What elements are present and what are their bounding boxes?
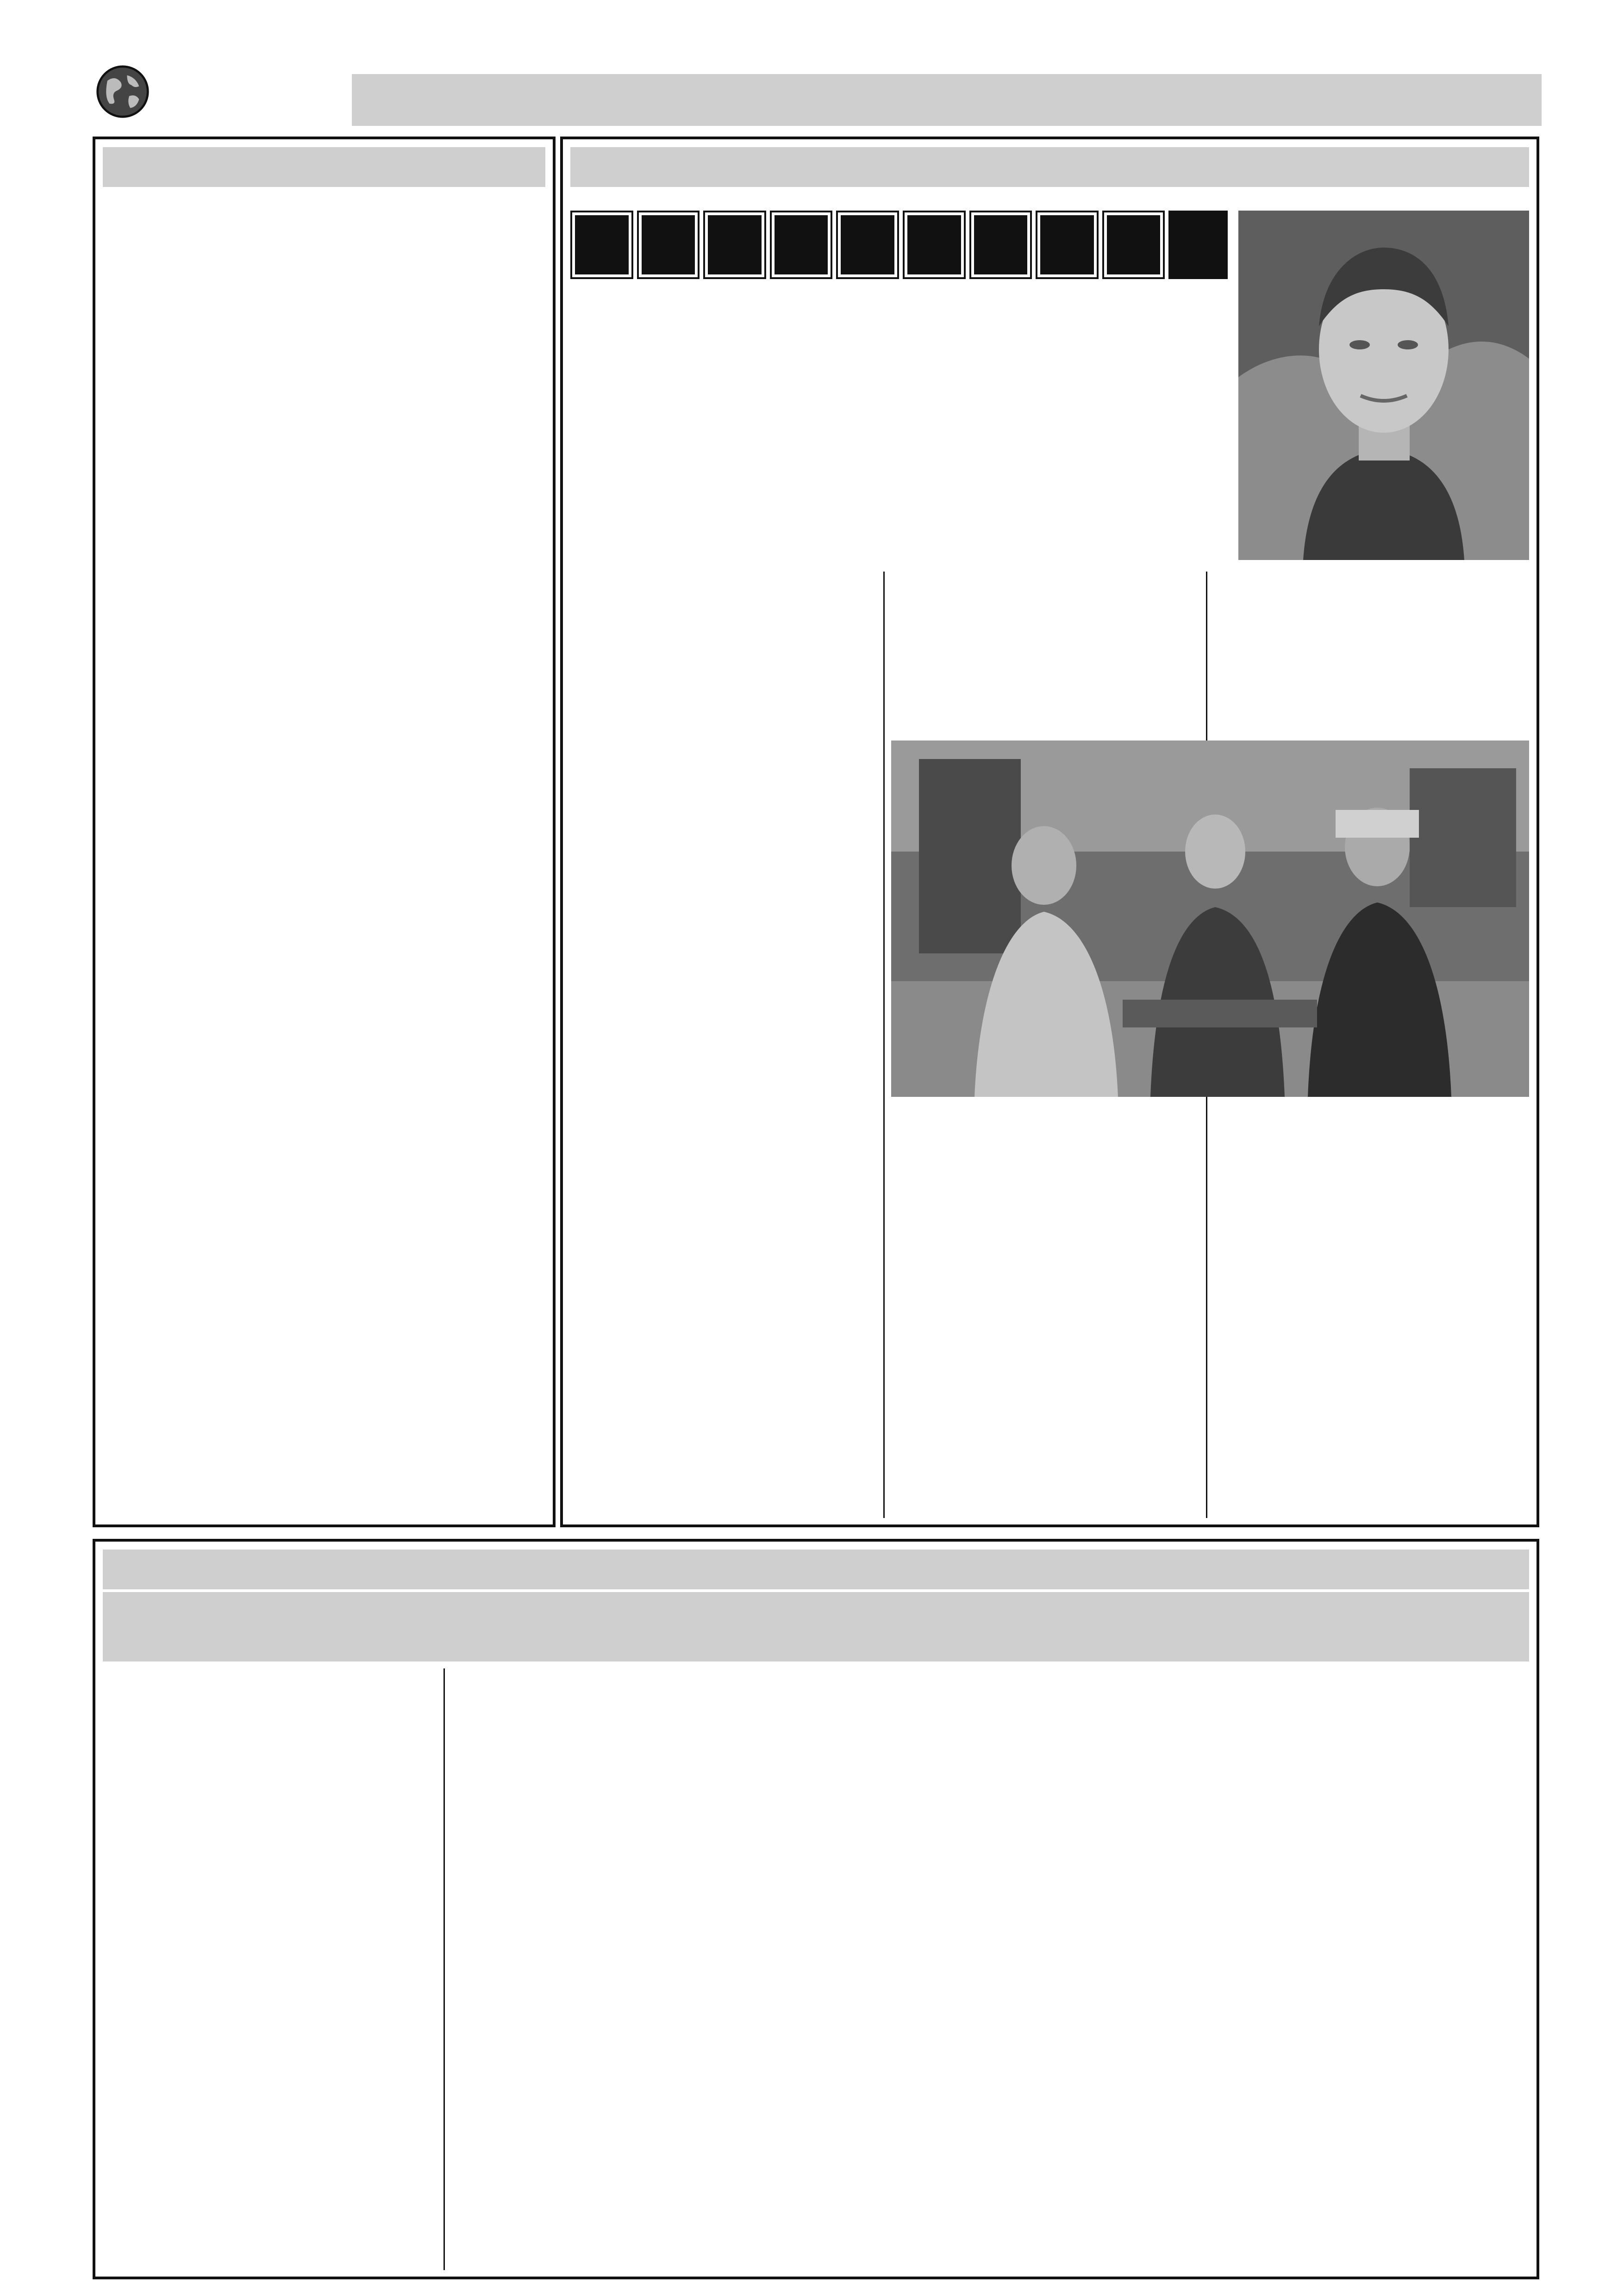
headline-letter [703,211,766,279]
youth-column-1 [103,1668,436,2272]
director-portrait [1238,211,1529,560]
headline-letter [637,211,700,279]
globe-icon [95,64,150,119]
youth-headline [103,1592,1529,1661]
builder-rubric [570,147,1529,187]
masthead [93,49,1542,127]
headline-letter [770,211,833,279]
builder-column-2-bottom [891,1103,1199,1517]
official-body [103,555,545,1518]
headline-letter [836,211,899,279]
column-divider [443,1668,445,2270]
builder-column-3-top [1214,573,1529,756]
column-divider [883,572,885,1518]
newspaper-logo [93,57,153,126]
workers-photo [891,740,1529,1097]
builder-column-3-bottom [1214,1103,1529,1517]
builder-column-2-top [891,573,1199,756]
headline-letter [1102,211,1165,279]
headline-letter [570,211,633,279]
builder-column-1 [570,573,876,1517]
headline-letter [969,211,1032,279]
youth-rubric [103,1549,1529,1589]
headline-dash [1168,211,1228,279]
headline-letter [903,211,966,279]
builder-headline [570,211,1228,279]
headline-letter [1036,211,1099,279]
official-rubric [103,147,545,187]
header-bar [352,74,1542,126]
builder-lead [570,351,1230,561]
